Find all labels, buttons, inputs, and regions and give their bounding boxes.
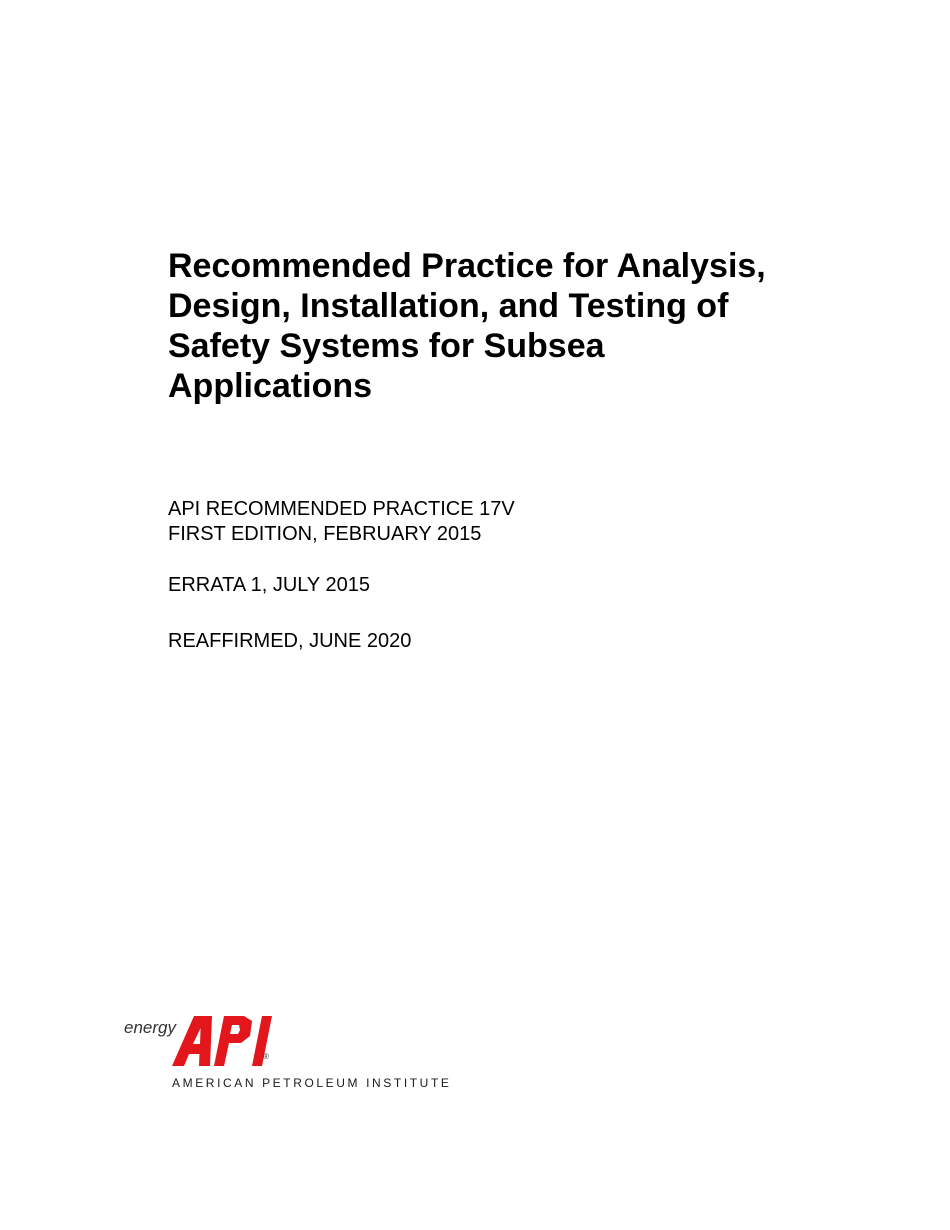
publisher-name: AMERICAN PETROLEUM INSTITUTE	[172, 1076, 452, 1090]
practice-designation: API RECOMMENDED PRACTICE 17V	[168, 498, 515, 520]
title-line: Safety Systems for Subsea	[168, 327, 605, 365]
document-title	[168, 246, 868, 406]
title-line: Design, Installation, and Testing of	[168, 287, 729, 325]
errata-line: ERRATA 1, JULY 2015	[168, 574, 370, 596]
title-line: Recommended Practice for Analysis,	[168, 247, 766, 285]
logo-tagline: energy	[124, 1018, 176, 1037]
api-logo	[122, 1010, 452, 1095]
reaffirmed-block	[168, 629, 411, 654]
edition-line: FIRST EDITION, FEBRUARY 2015	[168, 523, 482, 545]
designation-block	[168, 497, 515, 547]
title-line: Applications	[168, 367, 373, 405]
reaffirmed-line: REAFFIRMED, JUNE 2020	[168, 630, 412, 652]
registered-mark: ®	[263, 1052, 269, 1061]
api-logo-mark-icon	[172, 1012, 272, 1068]
errata-block	[168, 573, 370, 598]
